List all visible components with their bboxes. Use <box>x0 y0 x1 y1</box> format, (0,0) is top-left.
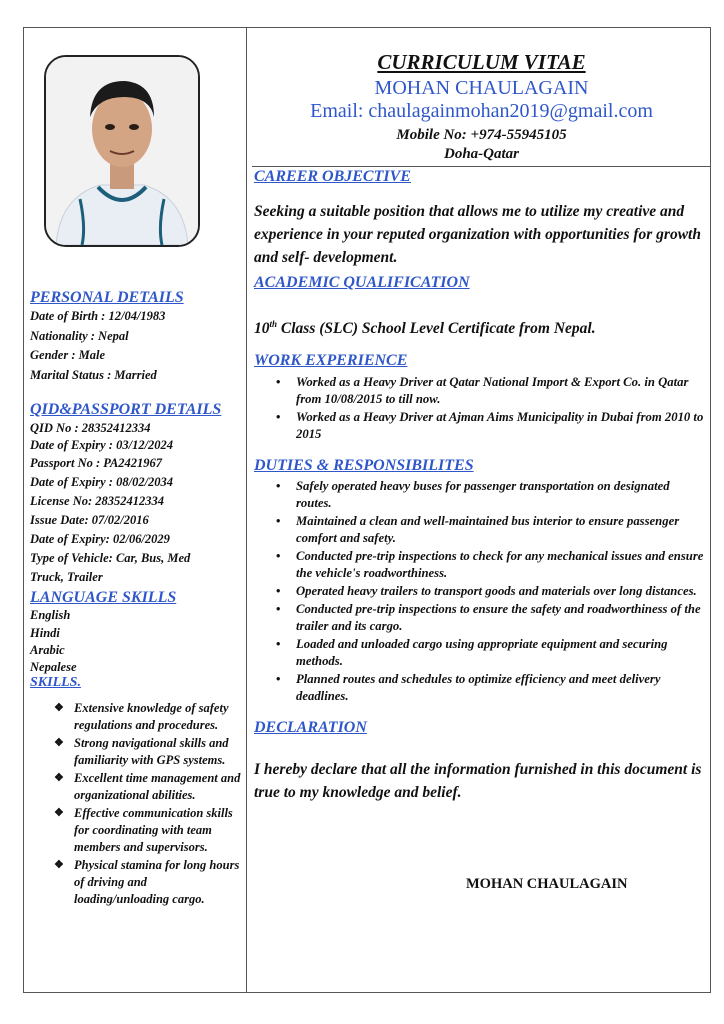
candidate-name: MOHAN CHAULAGAIN <box>374 77 589 99</box>
mobile-line: Mobile No: +974-55945105 <box>396 127 567 143</box>
duty-item: • Maintained a clean and well-maintained bus interior to ensure passenger comfort and safety. <box>258 513 708 547</box>
declaration-text: I hereby declare that all the information furnished in this document is true to my knowledge and belief. <box>254 761 702 801</box>
skills-heading: SKILLS. <box>30 675 81 690</box>
work-experience-list <box>258 374 708 444</box>
language-item: English <box>30 608 71 622</box>
qid-row: Type of Vehicle: Car, Bus, Med <box>30 551 191 565</box>
personal-row: Marital Status : Married <box>30 368 157 382</box>
qid-row: Date of Expiry: 02/06/2029 <box>30 532 170 546</box>
duties-list <box>258 478 708 706</box>
work-item: • Worked as a Heavy Driver at Qatar National Import & Export Co. in Qatar from 10/08/2015 to till now. <box>258 374 708 408</box>
qid-passport-heading: QID&PASSPORT DETAILS <box>30 401 222 418</box>
duty-item: • Conducted pre-trip inspections to check for any mechanical issues and ensure the vehicle's roadworthiness. <box>258 548 708 582</box>
language-item: Hindi <box>30 626 60 640</box>
qid-row: License No: 28352412334 <box>30 494 165 508</box>
person-portrait-image <box>46 57 198 245</box>
qid-row: Passport No : PA2421967 <box>30 456 163 470</box>
career-objective-text: Seeking a suitable position that allows me to utilize my creative and experience in your reputed organization with opportunities for growth and self- development. <box>254 203 701 266</box>
career-objective-heading: CAREER OBJECTIVE <box>254 168 411 185</box>
duties-heading: DUTIES & RESPONSIBILITES <box>254 457 474 474</box>
cv-title: CURRICULUM VITAE <box>377 50 586 74</box>
skill-item: ❖ Strong navigational skills and familiarity with GPS systems. <box>54 735 244 769</box>
qid-row: Date of Expiry : 08/02/2034 <box>30 475 174 489</box>
academic-post: Class (SLC) School Level Certificate from Nepal. <box>277 320 596 338</box>
duty-item: • Safely operated heavy buses for passenger transportation on designated routes. <box>258 478 708 512</box>
duty-item: • Loaded and unloaded cargo using appropriate equipment and securing methods. <box>258 636 708 670</box>
academic-pre: 10 <box>254 320 270 338</box>
academic-heading: ACADEMIC QUALIFICATION <box>254 274 470 291</box>
duty-item: • Conducted pre-trip inspections to ensure the safety and roadworthiness of the trailer and its cargo. <box>258 601 708 635</box>
email-line: Email: chaulagainmohan2019@gmail.com <box>310 100 653 122</box>
skills-list <box>54 700 244 909</box>
duty-item: • Operated heavy trailers to transport goods and materials over long distances. <box>258 583 708 600</box>
language-item: Arabic <box>30 643 65 657</box>
academic-sup: th <box>269 319 278 329</box>
language-skills-heading: LANGUAGE SKILLS <box>30 589 177 606</box>
profile-photo <box>44 55 200 247</box>
duty-item: • Planned routes and schedules to optimize efficiency and meet delivery deadlines. <box>258 671 708 705</box>
skill-item: ❖ Effective communication skills for coordinating with team members and supervisors. <box>54 805 244 856</box>
qid-row: QID No : 28352412334 <box>30 421 151 435</box>
signature-name: MOHAN CHAULAGAIN <box>466 876 628 892</box>
personal-row: Gender : Male <box>30 348 105 362</box>
work-experience-heading: WORK EXPERIENCE <box>254 352 408 369</box>
column-divider <box>246 27 247 993</box>
skill-item: ❖ Extensive knowledge of safety regulations and procedures. <box>54 700 244 734</box>
skill-item: ❖ Physical stamina for long hours of driving and loading/unloading cargo. <box>54 857 244 908</box>
declaration-heading: DECLARATION <box>254 719 367 736</box>
location-line: Doha-Qatar <box>443 146 519 162</box>
qid-row: Date of Expiry : 03/12/2024 <box>30 438 174 452</box>
header-rule <box>252 166 711 167</box>
personal-details-heading: PERSONAL DETAILS <box>30 289 184 306</box>
qid-row: Issue Date: 07/02/2016 <box>30 513 149 527</box>
qid-row: Truck, Trailer <box>30 570 103 584</box>
language-item: Nepalese <box>30 660 77 674</box>
academic-qualification-text <box>254 313 710 340</box>
personal-row: Date of Birth : 12/04/1983 <box>30 309 166 323</box>
skill-item: ❖ Excellent time management and organizational abilities. <box>54 770 244 804</box>
personal-row: Nationality : Nepal <box>30 329 129 343</box>
work-item: • Worked as a Heavy Driver at Ajman Aims Municipality in Dubai from 2010 to 2015 <box>258 409 708 443</box>
